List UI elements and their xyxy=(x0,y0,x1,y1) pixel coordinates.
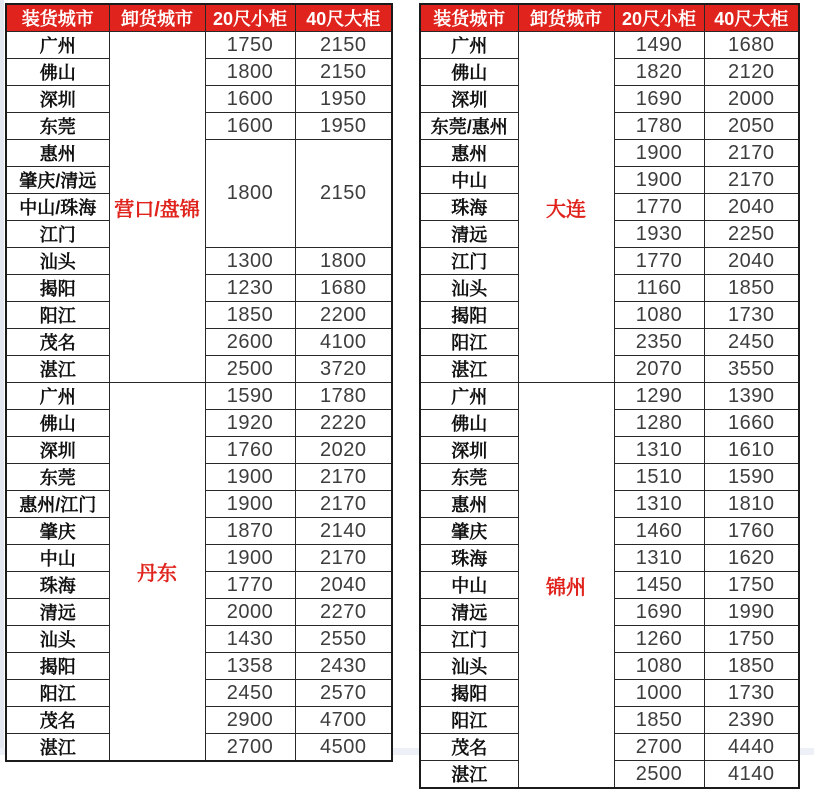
freight-rate-table-left xyxy=(5,3,393,762)
city-cell: 湛江 xyxy=(420,356,518,383)
price-40ft-cell: 2140 xyxy=(295,518,392,545)
price-40ft-cell: 2040 xyxy=(704,194,799,221)
city-cell: 揭阳 xyxy=(6,275,109,302)
left-margin-strip xyxy=(0,0,4,755)
price-20ft-cell: 1460 xyxy=(614,518,704,545)
price-40ft-cell: 2250 xyxy=(704,221,799,248)
price-20ft-cell: 2700 xyxy=(614,734,704,761)
price-40ft-cell: 2040 xyxy=(295,572,392,599)
price-20ft-cell: 1750 xyxy=(205,32,295,59)
city-cell: 湛江 xyxy=(6,734,109,762)
price-20ft-cell: 2000 xyxy=(205,599,295,626)
price-20ft-cell: 1450 xyxy=(614,572,704,599)
price-20ft-cell: 1290 xyxy=(614,383,704,410)
price-20ft-cell: 1850 xyxy=(614,707,704,734)
container-20ft-header: 20尺小柜 xyxy=(205,4,295,32)
price-40ft-cell: 2170 xyxy=(704,167,799,194)
city-cell: 肇庆 xyxy=(6,518,109,545)
city-cell: 茂名 xyxy=(420,734,518,761)
table-row xyxy=(420,383,799,410)
city-cell: 深圳 xyxy=(420,86,518,113)
loading-city-header: 装货城市 xyxy=(420,4,518,32)
price-20ft-cell: 2700 xyxy=(205,734,295,762)
city-cell: 江门 xyxy=(6,221,109,248)
city-cell: 惠州 xyxy=(420,491,518,518)
city-cell: 汕头 xyxy=(420,653,518,680)
price-20ft-cell: 2450 xyxy=(205,680,295,707)
city-cell: 广州 xyxy=(420,32,518,59)
price-40ft-cell: 1750 xyxy=(704,572,799,599)
price-20ft-cell: 1900 xyxy=(205,545,295,572)
price-40ft-cell: 2020 xyxy=(295,437,392,464)
city-cell: 中山 xyxy=(420,167,518,194)
city-cell: 江门 xyxy=(420,248,518,275)
price-20ft-cell: 1900 xyxy=(205,491,295,518)
price-40ft-cell: 1680 xyxy=(704,32,799,59)
city-cell: 肇庆/清远 xyxy=(6,167,109,194)
price-40ft-cell: 2170 xyxy=(295,545,392,572)
price-40ft-cell: 1850 xyxy=(704,653,799,680)
price-40ft-cell: 4100 xyxy=(295,329,392,356)
city-cell: 清远 xyxy=(420,599,518,626)
price-40ft-cell: 1590 xyxy=(704,464,799,491)
price-40ft-cell: 1850 xyxy=(704,275,799,302)
price-20ft-cell: 1850 xyxy=(205,302,295,329)
header-row xyxy=(420,4,799,32)
city-cell: 惠州 xyxy=(6,140,109,167)
loading-city-header: 装货城市 xyxy=(6,4,109,32)
price-40ft-cell: 2200 xyxy=(295,302,392,329)
city-cell: 揭阳 xyxy=(420,302,518,329)
price-40ft-cell: 4700 xyxy=(295,707,392,734)
price-40ft-cell: 1750 xyxy=(704,626,799,653)
city-cell: 珠海 xyxy=(420,545,518,572)
price-40ft-cell: 1730 xyxy=(704,302,799,329)
price-40ft-cell: 2150 xyxy=(295,140,392,248)
price-40ft-cell: 3720 xyxy=(295,356,392,383)
table-row xyxy=(6,32,392,59)
destination-cell: 大连 xyxy=(518,32,614,383)
price-20ft-cell: 2500 xyxy=(205,356,295,383)
price-40ft-cell: 3550 xyxy=(704,356,799,383)
city-cell: 广州 xyxy=(6,383,109,410)
city-cell: 汕头 xyxy=(6,626,109,653)
price-20ft-cell: 1900 xyxy=(205,464,295,491)
city-cell: 深圳 xyxy=(6,437,109,464)
city-cell: 东莞 xyxy=(6,113,109,140)
price-40ft-cell: 2220 xyxy=(295,410,392,437)
city-cell: 茂名 xyxy=(6,329,109,356)
price-20ft-cell: 1310 xyxy=(614,491,704,518)
destination-cell: 丹东 xyxy=(109,383,205,762)
price-20ft-cell: 2350 xyxy=(614,329,704,356)
city-cell: 中山/珠海 xyxy=(6,194,109,221)
city-cell: 惠州 xyxy=(420,140,518,167)
city-cell: 阳江 xyxy=(6,680,109,707)
price-20ft-cell: 1770 xyxy=(614,194,704,221)
price-20ft-cell: 1770 xyxy=(205,572,295,599)
city-cell: 阳江 xyxy=(6,302,109,329)
table-row xyxy=(6,383,392,410)
city-cell: 江门 xyxy=(420,626,518,653)
price-40ft-cell: 1610 xyxy=(704,437,799,464)
container-20ft-header: 20尺小柜 xyxy=(614,4,704,32)
price-20ft-cell: 1000 xyxy=(614,680,704,707)
table-row xyxy=(420,32,799,59)
freight-rate-table-right xyxy=(419,3,800,789)
unloading-city-header: 卸货城市 xyxy=(518,4,614,32)
city-cell: 东莞/惠州 xyxy=(420,113,518,140)
unloading-city-header: 卸货城市 xyxy=(109,4,205,32)
price-40ft-cell: 2170 xyxy=(704,140,799,167)
city-cell: 佛山 xyxy=(420,410,518,437)
city-cell: 广州 xyxy=(6,32,109,59)
price-40ft-cell: 2170 xyxy=(295,491,392,518)
price-40ft-cell: 2150 xyxy=(295,32,392,59)
price-20ft-cell: 1160 xyxy=(614,275,704,302)
city-cell: 佛山 xyxy=(6,59,109,86)
price-20ft-cell: 1820 xyxy=(614,59,704,86)
price-40ft-cell: 2150 xyxy=(295,59,392,86)
price-40ft-cell: 2040 xyxy=(704,248,799,275)
city-cell: 东莞 xyxy=(6,464,109,491)
price-40ft-cell: 2270 xyxy=(295,599,392,626)
price-20ft-cell: 1260 xyxy=(614,626,704,653)
city-cell: 阳江 xyxy=(420,329,518,356)
price-20ft-cell: 1310 xyxy=(614,545,704,572)
price-20ft-cell: 1900 xyxy=(614,140,704,167)
price-40ft-cell: 4440 xyxy=(704,734,799,761)
container-40ft-header: 40尺大柜 xyxy=(704,4,799,32)
city-cell: 惠州/江门 xyxy=(6,491,109,518)
price-20ft-cell: 1930 xyxy=(614,221,704,248)
price-20ft-cell: 1490 xyxy=(614,32,704,59)
price-40ft-cell: 1780 xyxy=(295,383,392,410)
city-cell: 深圳 xyxy=(6,86,109,113)
city-cell: 佛山 xyxy=(420,59,518,86)
price-40ft-cell: 1660 xyxy=(704,410,799,437)
city-cell: 汕头 xyxy=(6,248,109,275)
price-20ft-cell: 1600 xyxy=(205,86,295,113)
price-20ft-cell: 1770 xyxy=(614,248,704,275)
price-20ft-cell: 1870 xyxy=(205,518,295,545)
header-row xyxy=(6,4,392,32)
city-cell: 清远 xyxy=(420,221,518,248)
price-20ft-cell: 1080 xyxy=(614,302,704,329)
city-cell: 揭阳 xyxy=(6,653,109,680)
price-40ft-cell: 2050 xyxy=(704,113,799,140)
price-20ft-cell: 1800 xyxy=(205,59,295,86)
price-20ft-cell: 2900 xyxy=(205,707,295,734)
price-20ft-cell: 1690 xyxy=(614,86,704,113)
price-20ft-cell: 1358 xyxy=(205,653,295,680)
price-40ft-cell: 1990 xyxy=(704,599,799,626)
price-20ft-cell: 1760 xyxy=(205,437,295,464)
price-40ft-cell: 1680 xyxy=(295,275,392,302)
price-20ft-cell: 1280 xyxy=(614,410,704,437)
city-cell: 湛江 xyxy=(420,761,518,789)
city-cell: 湛江 xyxy=(6,356,109,383)
city-cell: 茂名 xyxy=(6,707,109,734)
city-cell: 揭阳 xyxy=(420,680,518,707)
city-cell: 中山 xyxy=(6,545,109,572)
price-20ft-cell: 1600 xyxy=(205,113,295,140)
price-40ft-cell: 2120 xyxy=(704,59,799,86)
price-40ft-cell: 2390 xyxy=(704,707,799,734)
price-20ft-cell: 1300 xyxy=(205,248,295,275)
city-cell: 广州 xyxy=(420,383,518,410)
city-cell: 深圳 xyxy=(420,437,518,464)
price-40ft-cell: 1800 xyxy=(295,248,392,275)
price-40ft-cell: 2570 xyxy=(295,680,392,707)
price-20ft-cell: 1900 xyxy=(614,167,704,194)
price-40ft-cell: 1950 xyxy=(295,86,392,113)
price-20ft-cell: 1800 xyxy=(205,140,295,248)
price-40ft-cell: 2550 xyxy=(295,626,392,653)
destination-cell: 营口/盘锦 xyxy=(109,32,205,383)
price-20ft-cell: 1780 xyxy=(614,113,704,140)
city-cell: 珠海 xyxy=(6,572,109,599)
city-cell: 肇庆 xyxy=(420,518,518,545)
price-40ft-cell: 4140 xyxy=(704,761,799,789)
city-cell: 佛山 xyxy=(6,410,109,437)
price-40ft-cell: 1730 xyxy=(704,680,799,707)
price-40ft-cell: 2000 xyxy=(704,86,799,113)
price-40ft-cell: 2430 xyxy=(295,653,392,680)
price-20ft-cell: 1310 xyxy=(614,437,704,464)
price-40ft-cell: 1390 xyxy=(704,383,799,410)
price-40ft-cell: 1810 xyxy=(704,491,799,518)
price-20ft-cell: 1080 xyxy=(614,653,704,680)
price-20ft-cell: 1690 xyxy=(614,599,704,626)
city-cell: 珠海 xyxy=(420,194,518,221)
price-40ft-cell: 2450 xyxy=(704,329,799,356)
price-40ft-cell: 2170 xyxy=(295,464,392,491)
price-20ft-cell: 1590 xyxy=(205,383,295,410)
price-20ft-cell: 1230 xyxy=(205,275,295,302)
price-20ft-cell: 1920 xyxy=(205,410,295,437)
destination-cell: 锦州 xyxy=(518,383,614,789)
city-cell: 东莞 xyxy=(420,464,518,491)
price-40ft-cell: 4500 xyxy=(295,734,392,762)
price-20ft-cell: 2070 xyxy=(614,356,704,383)
price-20ft-cell: 2600 xyxy=(205,329,295,356)
container-40ft-header: 40尺大柜 xyxy=(295,4,392,32)
price-40ft-cell: 1760 xyxy=(704,518,799,545)
city-cell: 中山 xyxy=(420,572,518,599)
price-20ft-cell: 1430 xyxy=(205,626,295,653)
price-20ft-cell: 2500 xyxy=(614,761,704,789)
city-cell: 汕头 xyxy=(420,275,518,302)
price-40ft-cell: 1620 xyxy=(704,545,799,572)
city-cell: 阳江 xyxy=(420,707,518,734)
price-20ft-cell: 1510 xyxy=(614,464,704,491)
city-cell: 清远 xyxy=(6,599,109,626)
price-40ft-cell: 1950 xyxy=(295,113,392,140)
